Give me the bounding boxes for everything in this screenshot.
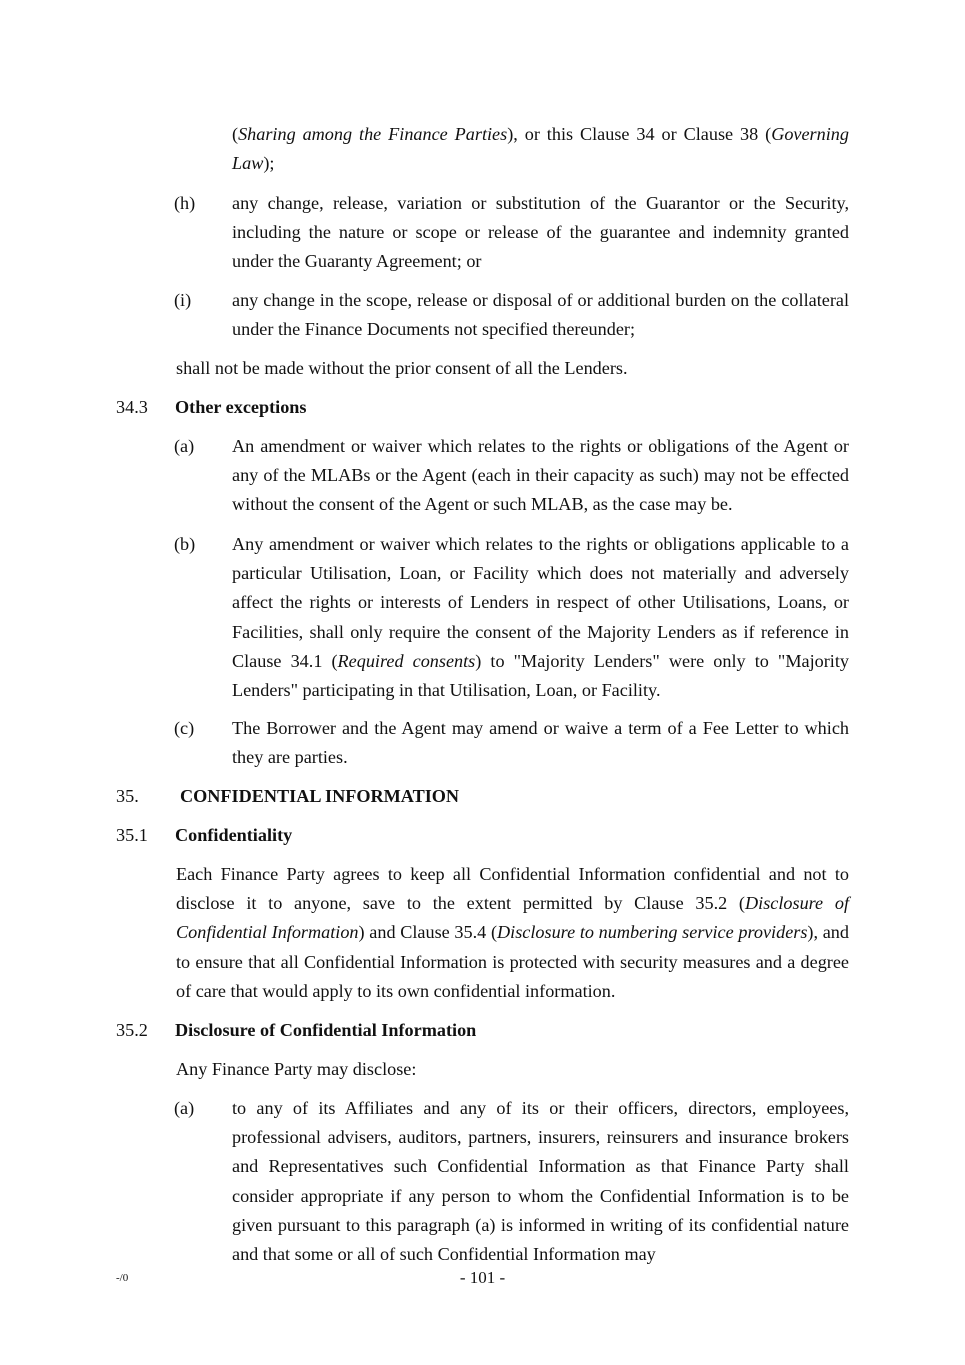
c351-italic-2: Disclosure to numbering service providers — [497, 922, 808, 943]
clause-34-3-title: Other exceptions — [175, 397, 307, 417]
item-b-text-1: Any amendment or waiver which relates to the rights or obligations applicable to a particular Utilisation, Loan, or Facility which does not materially and adversely affect the rights or interests of Lenders in respect of other Utilisations, Loans, or Facilities, shall only require the consent of the Majority Lenders as if reference in Clause 34.1 ( — [232, 534, 849, 671]
item-i-label: (i) — [174, 290, 192, 310]
clause-35-1-title: Confidentiality — [175, 825, 293, 845]
clause-34-3-item-c-text: The Borrower and the Agent may amend or waive a term of a Fee Letter to which they are parties. — [232, 718, 849, 768]
consent-line: shall not be made without the prior consent of all the Lenders. — [176, 358, 628, 378]
c351-text-1: Each Finance Party agrees to keep all Confidential Information confidential and not to disclose it to anyone, save to the extent permitted by Clause 35.2 ( — [176, 864, 849, 914]
item-i-text: any change in the scope, release or disposal of or additional burden on the collateral under the Finance Documents not specified thereunder; — [232, 290, 849, 340]
item-h-label: (h) — [174, 193, 196, 213]
continuation-text-1: ), or this Clause 34 or Clause 38 ( — [507, 124, 772, 144]
clause-35-2-intro: Any Finance Party may disclose: — [176, 1059, 417, 1079]
c351-text-3: ), and to ensure that all Confidential Information is protected with security measures and a degree of care that would apply to its own confidential information. — [176, 922, 849, 1001]
continuation-italic-2: Governing Law — [232, 124, 849, 174]
item-h-text: any change, release, variation or substitution of the Guarantor or the Security, including the nature or scope or release of the guarantee and indemnity granted under the Guaranty Agreement; or — [232, 193, 849, 272]
c351-italic-1: Disclosure of Confidential Information — [176, 893, 850, 943]
clause-35-number: 35. — [116, 786, 139, 806]
page-number: - 101 - — [459, 1268, 506, 1287]
footer-reference: -/0 — [116, 1272, 129, 1284]
clause-34-3-item-a-text: An amendment or waiver which relates to the rights or obligations of the Agent or any of the MLABs or the Agent (each in their capacity as such) may not be effected without the consent of the Agent or such MLAB, as the case may be. — [232, 436, 849, 515]
continuation-paragraph: (Sharing among the Finance Parties), or this Clause 34 or Clause 38 (Governing Law); — [232, 124, 849, 174]
clause-34-3-item-c-label: (c) — [174, 718, 195, 738]
clause-34-3-item-b-label: (b) — [174, 534, 196, 554]
item-b-italic: Required consents — [337, 650, 476, 671]
clause-34-3-number: 34.3 — [116, 397, 148, 417]
clause-35-2-number: 35.2 — [116, 1020, 148, 1040]
clause-35-1-number: 35.1 — [116, 825, 148, 845]
item-b-text-2: ) to "Majority Lenders" were only to "Majority Lenders" participating in that Utilisation, Loan, or Facility. — [232, 650, 849, 701]
clause-35-2-item-a-label: (a) — [174, 1098, 195, 1118]
clause-35-2-title: Disclosure of Confidential Information — [175, 1020, 477, 1040]
clause-35-title: CONFIDENTIAL INFORMATION — [180, 786, 460, 806]
continuation-text-2: ); — [263, 153, 275, 174]
clause-34-3-item-a-label: (a) — [174, 436, 195, 456]
c351-text-2: ) and Clause 35.4 ( — [358, 922, 498, 943]
clause-35-1-paragraph — [176, 860, 849, 1006]
continuation-italic-1: Sharing among the Finance Parties — [238, 124, 508, 144]
clause-35-2-item-a-text: to any of its Affiliates and any of its or their officers, directors, employees, professional advisers, auditors, partners, insurers, reinsurers and insurance brokers and Representatives such Confidential Information as that Finance Party shall consider appropriate if any person to whom the Confidential Information is to be given pursuant to this paragraph (a) is informed in writing of its confidential nature and that some or all of such Confidential Information may — [232, 1098, 849, 1265]
clause-34-3-item-b-text — [232, 530, 849, 705]
